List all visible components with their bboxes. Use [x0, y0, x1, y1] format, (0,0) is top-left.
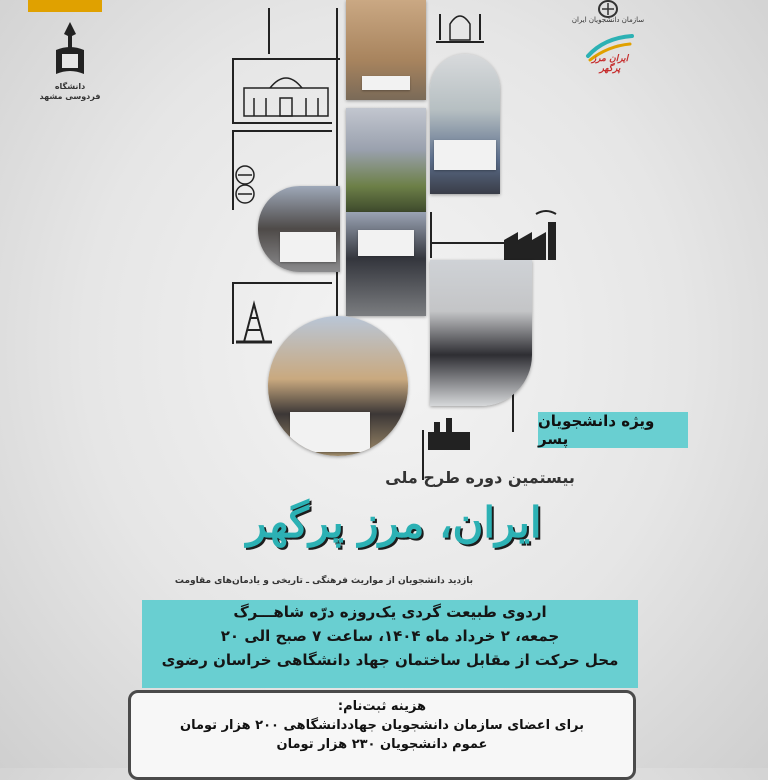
frame-line: [336, 8, 338, 320]
university-logo: [38, 20, 102, 112]
photo-shrine-visit: [430, 260, 532, 406]
org-caption: سازمان دانشجویان ایران: [571, 16, 645, 24]
photo-mosque: [346, 0, 426, 100]
event-date-time: جمعه، ۲ خرداد ماه ۱۴۰۴، ساعت ۷ صبح الی ۲۰: [220, 627, 560, 645]
palace-icon: [240, 66, 332, 120]
campaign-logo-text: ایران مرز پرگهر: [591, 54, 629, 74]
frame-line: [232, 122, 332, 124]
event-departure: محل حرکت از مقابل ساختمان جهاد دانشگاهی خراسان رضوی: [161, 651, 619, 669]
refinery-icon: [424, 418, 474, 452]
valve-icon: [234, 164, 256, 206]
event-info-box: [142, 600, 638, 688]
shrine-icon: [434, 4, 486, 44]
subtitle: بیستمین دوره طرح ملی: [385, 468, 575, 487]
photo-banner: [290, 412, 370, 452]
fee-public: عموم دانشجویان ۲۳۰ هزار تومان: [276, 737, 488, 752]
oil-rig-icon: [234, 300, 274, 344]
photo-banner: [434, 140, 496, 170]
fee-members: برای اعضای سازمان دانشجویان جهاددانشگاهی ۲۰۰ هزار تومان: [179, 718, 585, 733]
campaign-logo: [584, 32, 636, 76]
event-name: اردوی طبیعت گردی یک‌روزه درّه شاهـــرگ: [233, 603, 547, 621]
photo-banner: [280, 232, 336, 262]
frame-line: [512, 392, 514, 432]
photo-student-group: [346, 212, 426, 316]
tagline: بازدید دانشجویان از مواریث فرهنگی ـ تاریخی و یادمان‌های مقاومت: [174, 576, 474, 586]
fees-box: [128, 690, 636, 780]
pen-logo-icon: [48, 20, 92, 80]
photo-blue-mosque: [258, 186, 340, 272]
badge-male-students: ویژه دانشجویان پسر: [538, 412, 688, 448]
frame-line: [232, 130, 332, 132]
photo-historic-site: [268, 316, 408, 456]
corner-accent: [28, 0, 102, 12]
photo-tomb-monument: [346, 108, 426, 212]
photo-banner: [362, 76, 410, 90]
page-title: ایران، مرز پرگهر: [246, 498, 542, 547]
frame-line: [268, 8, 270, 54]
frame-line: [232, 282, 332, 284]
factory-icon: [500, 206, 564, 262]
frame-line: [232, 58, 340, 60]
fees-heading: هزینه ثبت‌نام:: [337, 699, 427, 714]
frame-line: [430, 212, 432, 258]
photo-arch-group: [430, 54, 500, 194]
frame-line: [232, 58, 234, 122]
university-caption: دانشگاه فردوسی مشهد: [39, 82, 101, 101]
photo-banner: [358, 230, 414, 256]
